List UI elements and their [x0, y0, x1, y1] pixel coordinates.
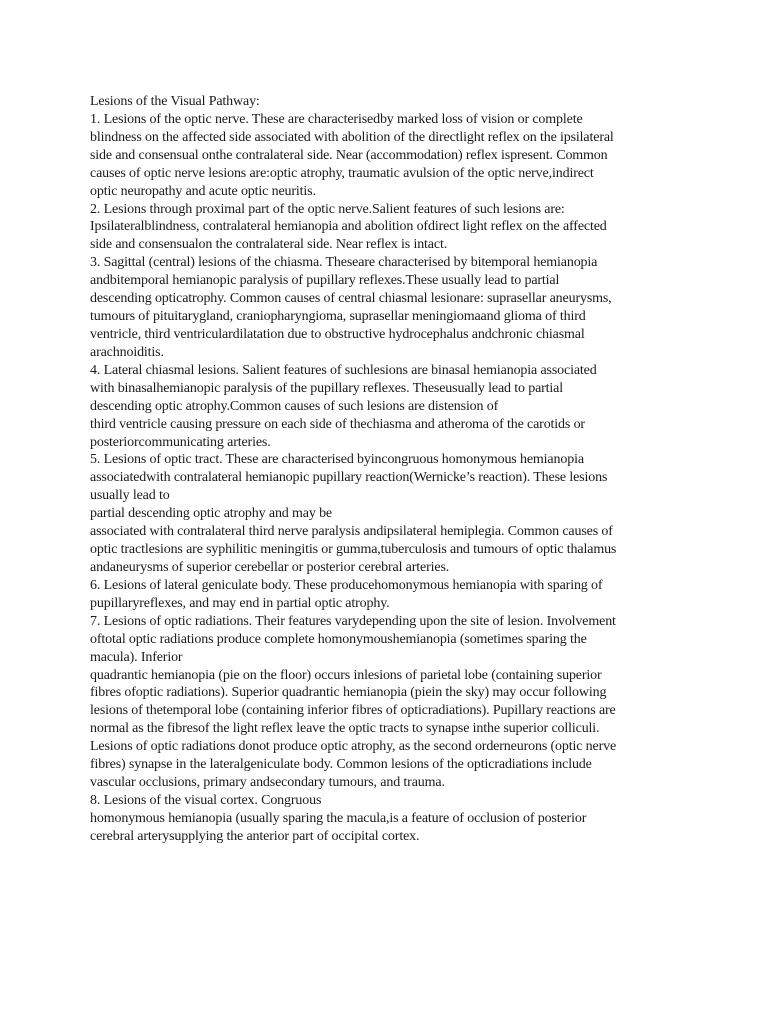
- text-line: macula). Inferior: [90, 649, 183, 665]
- text-line: ventricle, third ventriculardilatation due to obstructive hydrocephalus andchronic chiasmal: [90, 326, 585, 342]
- text-line: usually lead to: [90, 488, 170, 504]
- document-body: [90, 93, 710, 846]
- document-title: Lesions of the Visual Pathway:: [90, 94, 260, 109]
- text-line: partial descending optic atrophy and may be: [90, 506, 333, 522]
- text-line: normal as the fibresof the light reflex leave the optic tracts to synapse inthe superior colliculi.: [90, 721, 600, 737]
- text-line: associated with contralateral third nerve paralysis andipsilateral hemiplegia. Common causes of: [90, 524, 613, 540]
- text-line: tumours of pituitarygland, craniopharyngioma, suprasellar meningiomaand glioma of third: [90, 309, 586, 325]
- text-line: homonymous hemianopia (usually sparing the macula,is a feature of occlusion of posterior: [90, 810, 587, 826]
- text-line: fibres ofoptic radiations). Superior quadrantic hemianopia (piein the sky) may occur following: [90, 685, 607, 701]
- text-line: optic tractlesions are syphilitic meningitis or gumma,tuberculosis and tumours of optic thalamus: [90, 542, 617, 558]
- text-line: associatedwith contralateral hemianopic pupillary reaction(Wernicke’s reaction). These lesions: [90, 470, 608, 486]
- text-line: side and consensual onthe contralateral side. Near (accommodation) reflex ispresent. Common: [90, 147, 608, 163]
- text-line: 1. Lesions of the optic nerve. These are characterisedby marked loss of vision or complete: [90, 111, 583, 127]
- text-line: fibres) synapse in the lateralgeniculate body. Common lesions of the opticradiations include: [90, 757, 592, 773]
- text-line: with binasalhemianopic paralysis of the pupillary reflexes. Theseusually lead to partial: [90, 380, 563, 396]
- text-line: Ipsilateralblindness, contralateral hemianopia and abolition ofdirect light reflex on the affected: [90, 219, 607, 235]
- text-line: andaneurysms of superior cerebellar or posterior cerebral arteries.: [90, 559, 450, 575]
- text-line: 5. Lesions of optic tract. These are characterised byincongruous homonymous hemianopia: [90, 452, 584, 468]
- text-line: vascular occlusions, primary andsecondary tumours, and trauma.: [90, 775, 445, 791]
- text-line: causes of optic nerve lesions are:optic atrophy, traumatic avulsion of the optic nerve,indirect: [90, 165, 594, 181]
- text-line: lesions of thetemporal lobe (containing inferior fibres of opticradiations). Pupillary reactions are: [90, 703, 616, 719]
- text-line: cerebral arterysupplying the anterior part of occipital cortex.: [90, 828, 420, 844]
- text-line: arachnoiditis.: [90, 344, 164, 360]
- text-line: descending opticatrophy. Common causes of central chiasmal lesionare: suprasellar aneurysms,: [90, 291, 612, 307]
- text-line: 4. Lateral chiasmal lesions. Salient features of suchlesions are binasal hemianopia associated: [90, 362, 597, 378]
- text-line: 2. Lesions through proximal part of the optic nerve.Salient features of such lesions are:: [90, 201, 565, 217]
- text-line: 8. Lesions of the visual cortex. Congruous: [90, 792, 322, 808]
- text-line: quadrantic hemianopia (pie on the floor) occurs inlesions of parietal lobe (containing superior: [90, 667, 602, 683]
- text-line: posteriorcommunicating arteries.: [90, 434, 271, 450]
- text-line: blindness on the affected side associated with abolition of the directlight reflex on the ipsilateral: [90, 129, 614, 145]
- text-line: 6. Lesions of lateral geniculate body. These producehomonymous hemianopia with sparing of: [90, 577, 603, 593]
- text-line: third ventricle causing pressure on each side of thechiasma and atheroma of the carotids or: [90, 416, 585, 432]
- text-line: Lesions of optic radiations donot produce optic atrophy, as the second orderneurons (optic nerve: [90, 739, 617, 755]
- text-line: descending optic atrophy.Common causes of such lesions are distension of: [90, 398, 499, 414]
- text-line: andbitemporal hemianopic paralysis of pupillary reflexes.These usually lead to partial: [90, 273, 560, 289]
- text-line: optic neuropathy and acute optic neuritis.: [90, 183, 316, 199]
- text-line: pupillaryreflexes, and may end in partial optic atrophy.: [90, 595, 390, 611]
- text-line: 3. Sagittal (central) lesions of the chiasma. Theseare characterised by bitemporal hemianopia: [90, 255, 598, 271]
- text-line: 7. Lesions of optic radiations. Their features varydepending upon the site of lesion. Involvement: [90, 613, 616, 629]
- text-line: oftotal optic radiations produce complete homonymoushemianopia (sometimes sparing the: [90, 631, 587, 647]
- text-line: side and consensualon the contralateral side. Near reflex is intact.: [90, 237, 448, 253]
